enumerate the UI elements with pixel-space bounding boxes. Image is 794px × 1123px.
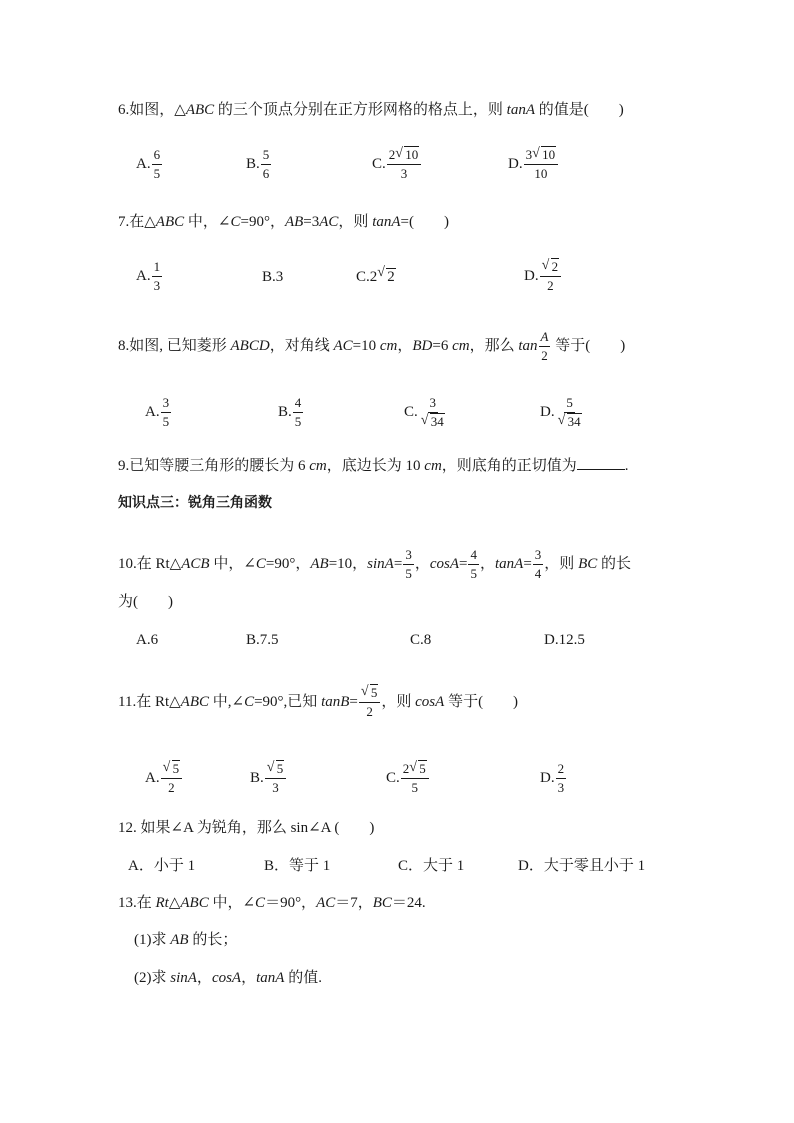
- fraction: $\frac{3}{4}$: [534, 547, 542, 581]
- fraction: 3 √ 10 10: [524, 148, 559, 181]
- question-13-part-2: (2)求 sinA，cosA，tanA 的值.: [134, 970, 322, 986]
- fraction: 2 √ 5 5: [401, 762, 429, 795]
- fraction: $\frac{3}{5}$: [162, 395, 170, 429]
- question-10-stem-line2: 为( ): [118, 594, 173, 610]
- question-7-stem: 7.在△ABC 中，∠C=90°，AB=3AC，则 tanA=( ): [118, 214, 449, 230]
- q6-option-a[interactable]: A. $\frac{6}{5}$: [136, 147, 161, 181]
- question-9-stem: 9.已知等腰三角形的腰长为 6 cm，底边长为 10 cm，则底角的正切值为 .: [118, 455, 629, 476]
- q10-option-b[interactable]: B.7.5: [246, 632, 279, 648]
- sqrt-symbol: √ 10: [395, 146, 419, 162]
- q10-option-d[interactable]: D.12.5: [544, 632, 585, 648]
- fraction: √ 5 3: [265, 762, 287, 795]
- q12-option-b[interactable]: B．等于 1: [264, 858, 331, 874]
- fraction: $\frac{4}{5}$: [294, 395, 302, 429]
- fraction: $\frac{4}{5}$: [470, 547, 477, 581]
- fraction: $\frac{3}{5}$: [405, 547, 412, 581]
- q8-option-d[interactable]: D. 5 √ 34: [540, 396, 585, 429]
- q12-option-c[interactable]: C．大于 1: [398, 858, 465, 874]
- fraction: $\frac{6}{5}$: [153, 147, 161, 181]
- fraction: √ 2 2: [540, 260, 562, 293]
- q12-option-a[interactable]: A．小于 1: [128, 858, 196, 874]
- answer-blank[interactable]: [577, 455, 625, 470]
- fraction: √ 5 2: [359, 686, 381, 719]
- q11-option-a[interactable]: A. √ 5 2: [145, 762, 183, 795]
- fraction: √ 5 2: [161, 762, 183, 795]
- question-12-stem: 12. 如果∠A 为锐角，那么 sin∠A ( ): [118, 820, 375, 836]
- sqrt-symbol: √ 5: [409, 760, 426, 776]
- q10-option-a[interactable]: A.6: [136, 632, 159, 648]
- q7-option-a[interactable]: A. $\frac{1}{3}$: [136, 259, 161, 293]
- section-heading: 知识点三：锐角三角函数: [118, 495, 272, 511]
- q7-option-b[interactable]: B.3: [262, 269, 284, 285]
- q6-option-c[interactable]: C. 2 √ 10 3: [372, 148, 422, 181]
- fraction: $\frac{5}{6}$: [262, 147, 270, 181]
- question-13-stem: 13.在 Rt△ABC 中，∠C＝90°，AC＝7，BC＝24.: [118, 895, 426, 911]
- question-10-stem: 10.在 Rt△ACB 中，∠C=90°，AB=10，sinA= $\frac{3}{5}$ ，cosA= $\frac{4}{5}$ ，tanA= $\frac{3}{4}$ ，则 BC 的长: [118, 547, 631, 581]
- fraction: $\frac{A}{2}$: [540, 329, 549, 363]
- q8-option-b[interactable]: B. $\frac{4}{5}$: [278, 395, 302, 429]
- fraction: 3 √ 34: [420, 395, 444, 429]
- q7-option-d[interactable]: D. √ 2 2: [524, 260, 562, 293]
- sqrt-symbol: √ 2: [541, 258, 559, 274]
- sqrt-symbol: √ 10: [532, 146, 556, 162]
- q6-option-d[interactable]: D. 3 √ 10 10: [508, 148, 559, 181]
- q11-option-d[interactable]: D. $\frac{2}{3}$: [540, 761, 565, 795]
- q10-option-c[interactable]: C.8: [410, 632, 432, 648]
- sqrt-symbol: √ 5: [360, 684, 378, 700]
- q12-option-d[interactable]: D．大于零且小于 1: [518, 858, 646, 874]
- q8-option-c[interactable]: C. 3 √ 34: [404, 396, 448, 429]
- fraction: $\frac{1}{3}$: [153, 259, 161, 293]
- question-6-stem: 6.如图，△ABC 的三个顶点分别在正方形网格的格点上，则 tanA 的值是( ): [118, 102, 624, 118]
- question-8-stem: 8.如图, 已知菱形 ABCD，对角线 AC=10 cm，BD=6 cm，那么 tan $\frac{A}{2}$ 等于( ): [118, 329, 626, 363]
- q7-option-c[interactable]: C.2 √ 2: [356, 265, 395, 285]
- sqrt-symbol: √ 5: [266, 760, 284, 776]
- sqrt-symbol: √ 5: [162, 760, 180, 776]
- q8-option-a[interactable]: A. $\frac{3}{5}$: [145, 395, 170, 429]
- sqrt-symbol: √ 34: [557, 413, 581, 429]
- fraction: 5 √ 34: [557, 395, 581, 429]
- q6-option-b[interactable]: B. $\frac{5}{6}$: [246, 147, 270, 181]
- fraction: 2 √ 10 3: [387, 148, 422, 181]
- question-11-stem: 11.在 Rt△ABC 中,∠C=90°,已知 tanB= √ 5 2 ，则 cosA 等于( ): [118, 684, 519, 719]
- q11-option-b[interactable]: B. √ 5 3: [250, 762, 287, 795]
- sqrt-symbol: √ 34: [420, 413, 444, 429]
- question-13-part-1: (1)求 AB 的长；: [134, 932, 238, 948]
- fraction: $\frac{2}{3}$: [557, 761, 565, 795]
- sqrt-symbol: √ 2: [377, 265, 395, 285]
- q11-option-c[interactable]: C. 2 √ 5 5: [386, 762, 430, 795]
